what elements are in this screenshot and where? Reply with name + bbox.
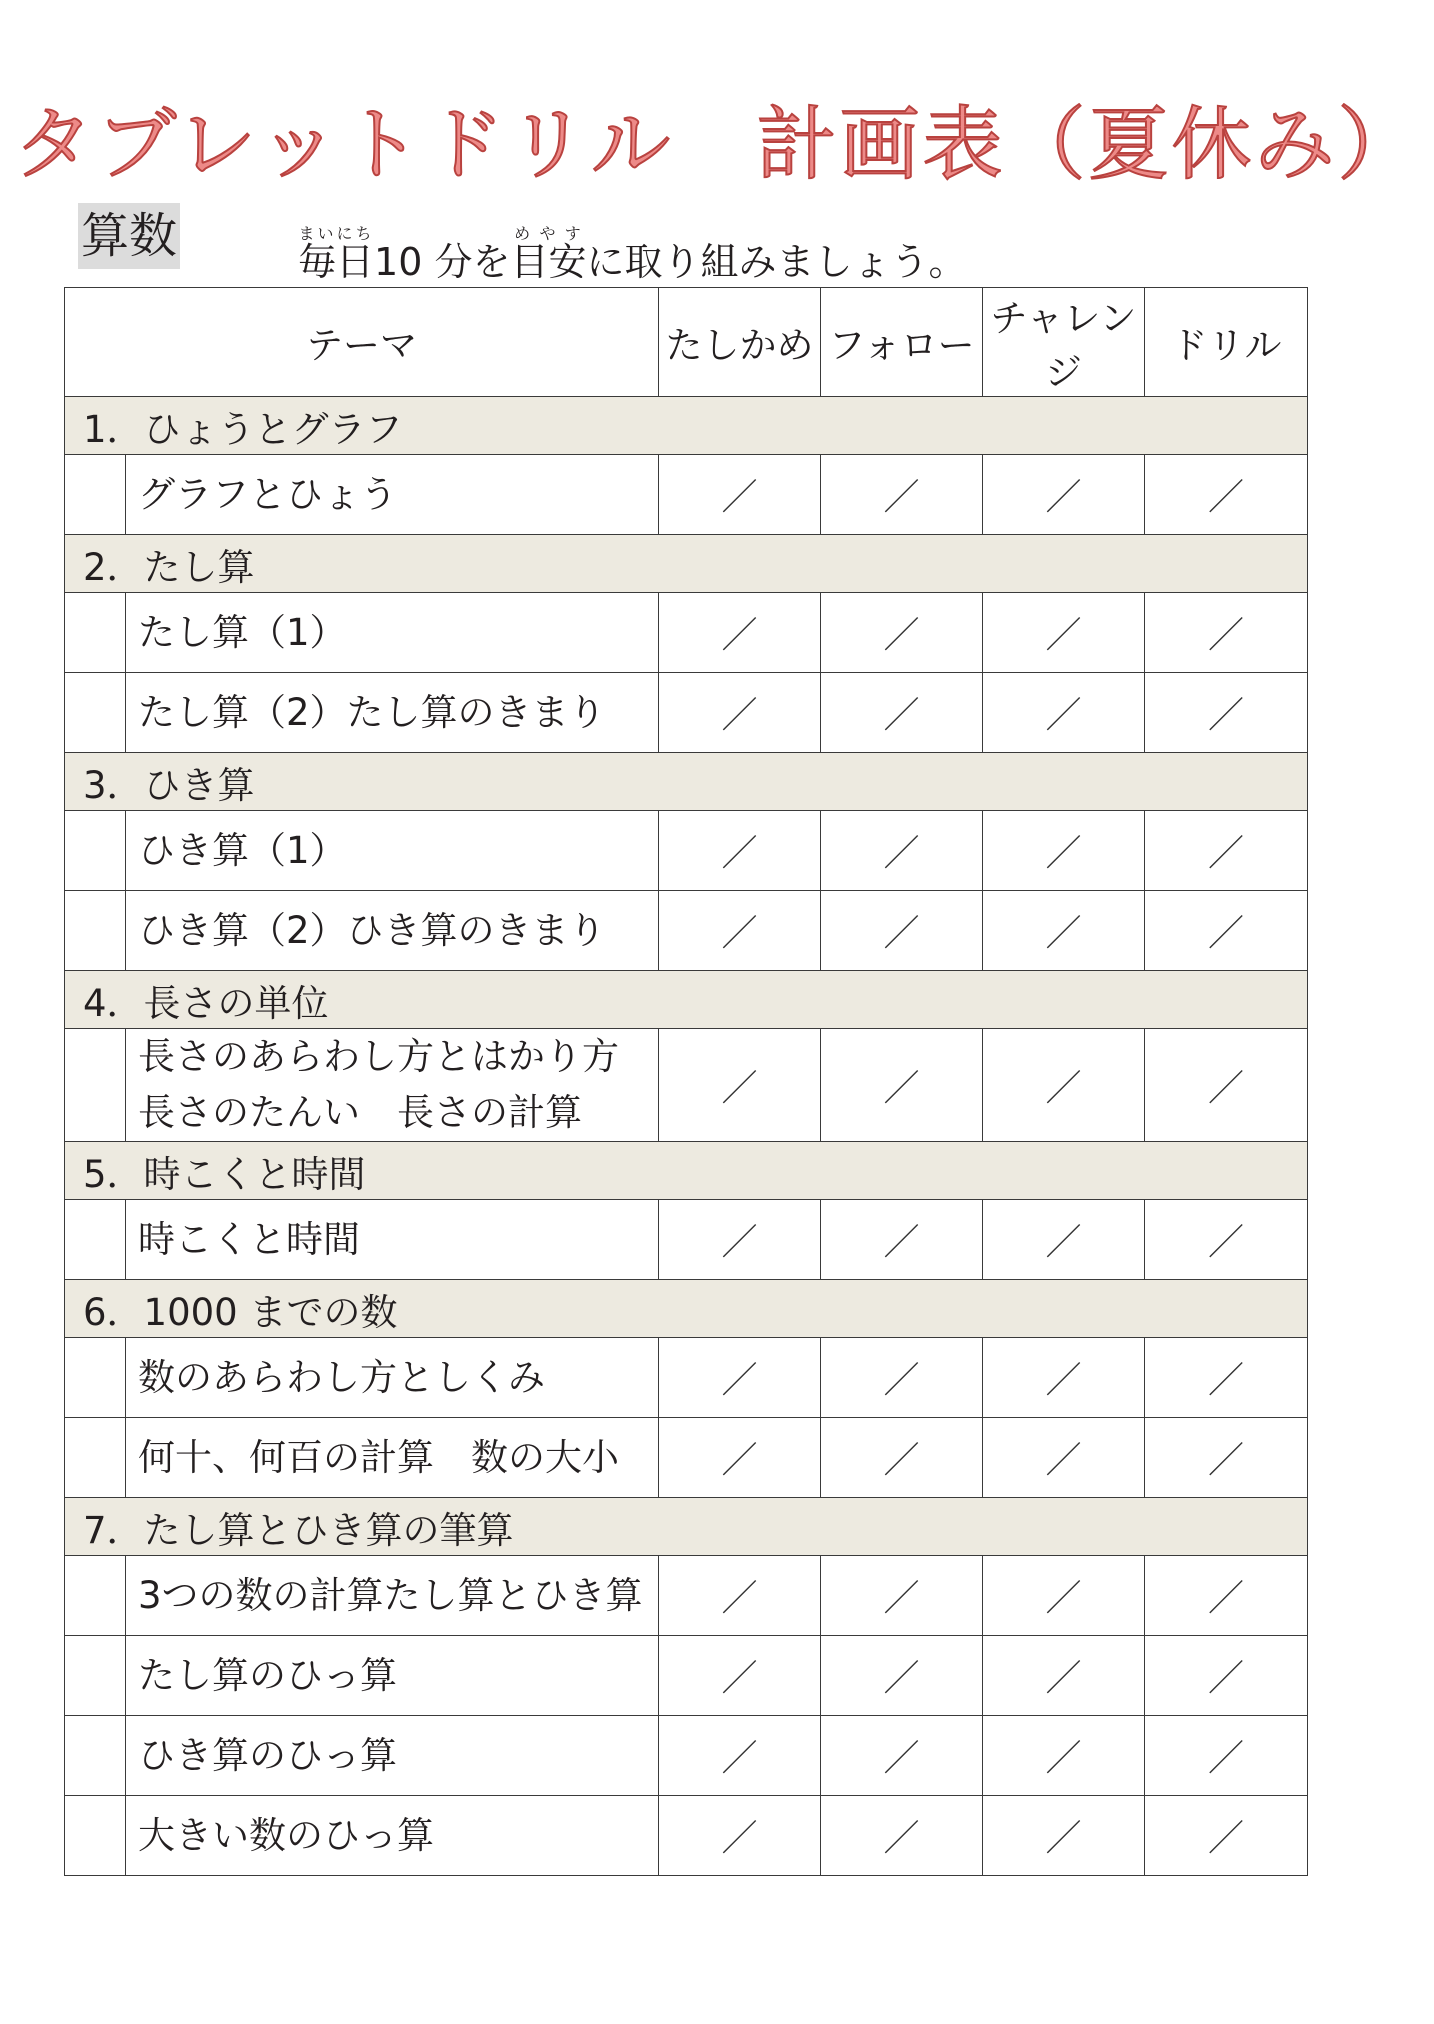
lesson-theme [126,1556,659,1636]
lesson-theme-line: 数のあらわし方としくみ [138,1355,545,1399]
unit-row [65,1142,1308,1200]
mark-challenge: ／ [983,1338,1145,1418]
lesson-theme-line: 3つの数の計算たし算とひき算 [138,1573,643,1617]
unit-row [65,535,1308,593]
mark-tashikame: ／ [659,1716,821,1796]
lesson-theme [126,673,659,753]
header-tashikame: たしかめ [659,288,821,397]
mark-drill: ／ [1145,891,1308,971]
mark-tashikame: ／ [659,1556,821,1636]
mark-follow: ／ [821,1556,983,1636]
lesson-theme-line: ひき算のひっ算 [138,1733,397,1777]
mark-challenge: ／ [983,1716,1145,1796]
unit-title: 7．たし算とひき算の筆算 [65,1498,1308,1556]
lesson-row [65,1200,1308,1280]
table-body [65,397,1308,1876]
mark-drill: ／ [1145,1029,1308,1142]
indent-cell [65,673,126,753]
lesson-theme-line: ひき算（1） [138,828,347,872]
lesson-theme [126,455,659,535]
mark-drill: ／ [1145,455,1308,535]
mark-follow: ／ [821,1200,983,1280]
mark-challenge: ／ [983,673,1145,753]
mark-follow: ／ [821,1418,983,1498]
unit-title: 1．ひょうとグラフ [65,397,1308,455]
table-header-row [65,288,1308,397]
mark-follow: ／ [821,1796,983,1876]
lesson-row [65,1636,1308,1716]
unit-row [65,397,1308,455]
header-follow: フォロー [821,288,983,397]
lesson-row [65,1338,1308,1418]
unit-title: 3．ひき算 [65,753,1308,811]
indent-cell [65,455,126,535]
header-drill: ドリル [1145,288,1308,397]
lesson-row [65,1796,1308,1876]
mark-tashikame: ／ [659,455,821,535]
lesson-theme-line: 大きい数のひっ算 [138,1813,434,1857]
page-title: タブレットドリル 計画表（夏休み） [13,98,1421,191]
unit-row [65,753,1308,811]
unit-title: 5．時こくと時間 [65,1142,1308,1200]
unit-title: 4．長さの単位 [65,971,1308,1029]
mark-challenge: ／ [983,455,1145,535]
mark-tashikame: ／ [659,673,821,753]
ruby-meyasu: 目安めやす [510,224,587,284]
lesson-row [65,811,1308,891]
indent-cell [65,1556,126,1636]
lesson-theme [126,1200,659,1280]
unit-title: 6．1000 までの数 [65,1280,1308,1338]
lesson-theme-line: 時こくと時間 [138,1217,360,1261]
mark-follow: ／ [821,891,983,971]
mark-challenge: ／ [983,593,1145,673]
ruby-mainichi: 毎日まいにち [298,224,375,284]
mark-drill: ／ [1145,1418,1308,1498]
mark-drill: ／ [1145,1636,1308,1716]
instruction-text: 毎日まいにち10 分を目安めやすに取り組みましょう。 [298,224,967,284]
mark-tashikame: ／ [659,1029,821,1142]
unit-row [65,1280,1308,1338]
lesson-theme-line: 長さのたんい 長さの計算 [138,1091,582,1134]
lesson-row [65,1418,1308,1498]
indent-cell [65,1200,126,1280]
unit-row [65,971,1308,1029]
mark-tashikame: ／ [659,891,821,971]
lesson-row [65,891,1308,971]
mark-drill: ／ [1145,673,1308,753]
lesson-row [65,1556,1308,1636]
indent-cell [65,811,126,891]
lesson-theme [126,1418,659,1498]
mark-follow: ／ [821,1338,983,1418]
mark-challenge: ／ [983,1636,1145,1716]
indent-cell [65,1716,126,1796]
mark-challenge: ／ [983,811,1145,891]
header-theme: テーマ [65,288,659,397]
lesson-theme [126,593,659,673]
lesson-theme-line: グラフとひょう [138,472,397,516]
lesson-theme [126,1029,659,1142]
lesson-theme-line: 何十、何百の計算 数の大小 [138,1435,619,1479]
mark-tashikame: ／ [659,1418,821,1498]
unit-title: 2．たし算 [65,535,1308,593]
lesson-theme [126,1796,659,1876]
indent-cell [65,1029,126,1142]
mark-drill: ／ [1145,593,1308,673]
lesson-theme-line: ひき算（2）ひき算のきまり [138,908,606,952]
lesson-row [65,455,1308,535]
mark-follow: ／ [821,1029,983,1142]
mark-follow: ／ [821,673,983,753]
lesson-row [65,673,1308,753]
mark-drill: ／ [1145,1200,1308,1280]
mark-tashikame: ／ [659,1338,821,1418]
unit-row [65,1498,1308,1556]
mark-follow: ／ [821,455,983,535]
indent-cell [65,1418,126,1498]
mark-follow: ／ [821,1636,983,1716]
lesson-theme [126,811,659,891]
indent-cell [65,593,126,673]
mark-challenge: ／ [983,1029,1145,1142]
mark-tashikame: ／ [659,1200,821,1280]
indent-cell [65,1636,126,1716]
mark-challenge: ／ [983,891,1145,971]
mark-challenge: ／ [983,1200,1145,1280]
mark-follow: ／ [821,1716,983,1796]
lesson-theme [126,1338,659,1418]
indent-cell [65,891,126,971]
mark-challenge: ／ [983,1556,1145,1636]
mark-drill: ／ [1145,1796,1308,1876]
indent-cell [65,1338,126,1418]
mark-challenge: ／ [983,1418,1145,1498]
lesson-row [65,593,1308,673]
lesson-theme-line: 長さのあらわし方とはかり方 [138,1035,619,1078]
mark-tashikame: ／ [659,1796,821,1876]
lesson-theme [126,1636,659,1716]
subject-label: 算数 [78,203,180,269]
indent-cell [65,1796,126,1876]
lesson-theme [126,891,659,971]
mark-challenge: ／ [983,1796,1145,1876]
mark-drill: ／ [1145,1716,1308,1796]
lesson-theme-line: たし算（1） [138,610,347,654]
mark-drill: ／ [1145,1556,1308,1636]
mark-tashikame: ／ [659,811,821,891]
lesson-theme-line: たし算のひっ算 [138,1653,397,1697]
lesson-row [65,1716,1308,1796]
lesson-theme-line: たし算（2）たし算のきまり [138,690,606,734]
plan-table [64,287,1308,1876]
mark-follow: ／ [821,593,983,673]
lesson-theme [126,1716,659,1796]
lesson-row [65,1029,1308,1142]
mark-drill: ／ [1145,1338,1308,1418]
mark-follow: ／ [821,811,983,891]
mark-tashikame: ／ [659,593,821,673]
mark-drill: ／ [1145,811,1308,891]
header-challenge: チャレンジ [983,288,1145,397]
mark-tashikame: ／ [659,1636,821,1716]
